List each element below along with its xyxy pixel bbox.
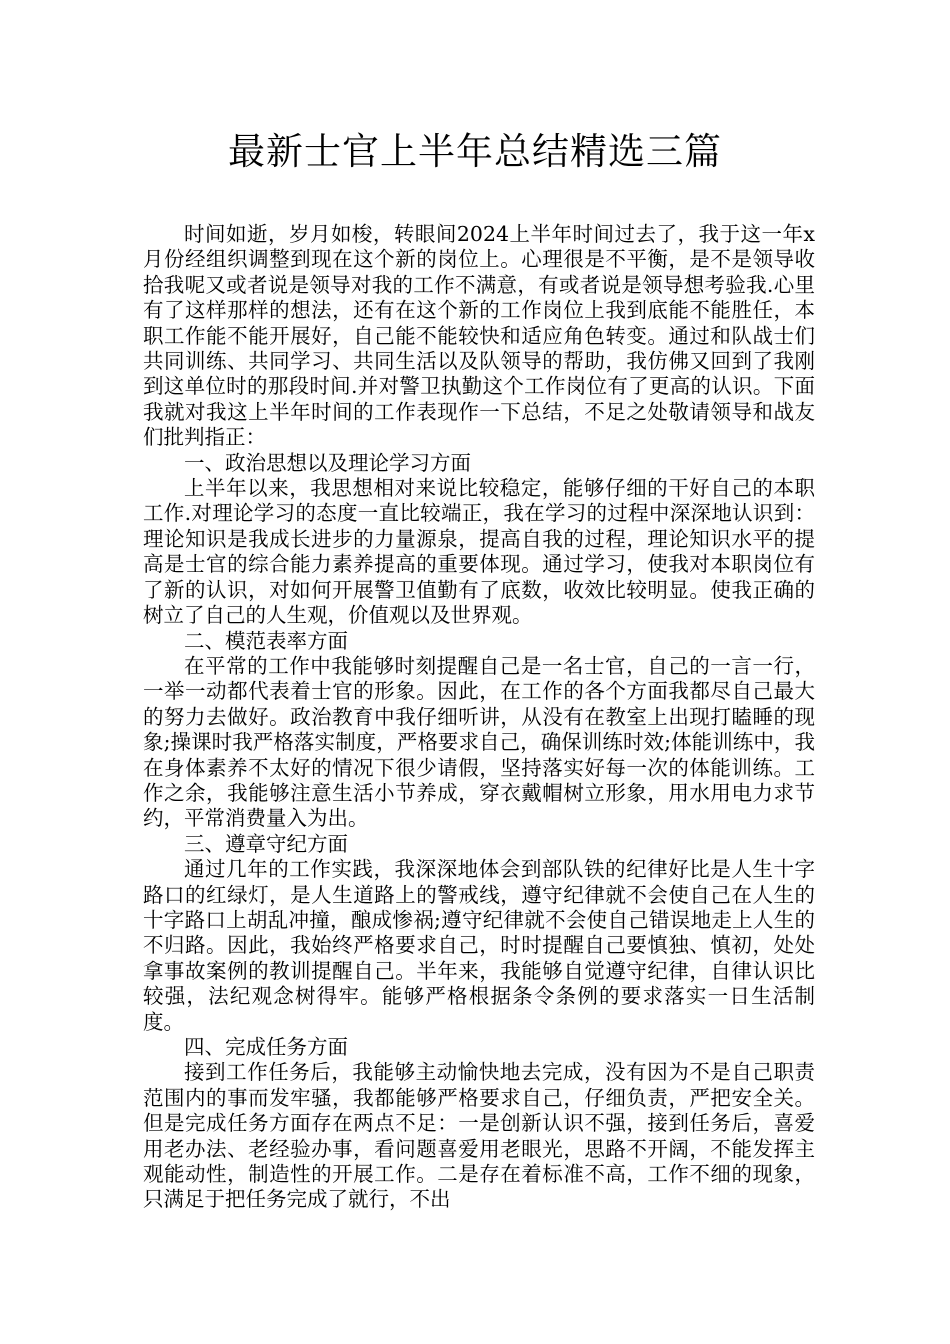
section-heading-role-model: 二、模范表率方面 <box>184 628 348 653</box>
paragraph-discipline: 通过几年的工作实践，我深深地体会到部队铁的纪律好比是人生十字路口的红绿灯，是人生道路上的警戒线，遵守纪律就不会使自己在人生的十字路口上胡乱冲撞，酿成惨祸;遵守纪律就不会使自己错误地走上人生的不归路。因此，我始终严格要求自己，时时提醒自己要慎独、慎初，处处拿事故案例的教训提醒自己。半年来，我能够自觉遵守纪律，自律认识比较强，法纪观念树得牢。能够严格根据条令条例的要求落实一日生活制度。 <box>143 857 815 1034</box>
paragraph-tasks: 接到工作任务后，我能够主动愉快地去完成，没有因为不是自己职责范围内的事而发牢骚，我都能够严格要求自己，仔细负责，严把安全关。但是完成任务方面存在两点不足：一是创新认识不强，接到任务后，喜爱用老办法、老经验办事，看问题喜爱用老眼光，思路不开阔，不能发挥主观能动性，制造性的开展工作。二是存在着标准不高，工作不细的现象，只满足于把任务完成了就行，不出 <box>143 1060 815 1212</box>
document-body <box>143 222 815 1213</box>
section-heading-tasks: 四、完成任务方面 <box>184 1035 348 1059</box>
paragraph-role-model: 在平常的工作中我能够时刻提醒自己是一名士官，自己的一言一行，一举一动都代表着士官的形象。因此，在工作的各个方面我都尽自己最大的努力去做好。政治教育中我仔细听讲，从没有在教室上出现打瞌睡的现象;操课时我严格落实制度，严格要求自己，确保训练时效;体能训练中，我在身体素养不太好的情况下很少请假，坚持落实好每一次的体能训练。工作之余，我能够注意生活小节养成，穿衣戴帽树立形象，用水用电力求节约，平常消费量入为出。 <box>143 653 815 831</box>
section-heading-discipline: 三、遵章守纪方面 <box>184 831 348 856</box>
paragraph-politics: 上半年以来，我思想相对来说比较稳定，能够仔细的干好自己的本职工作.对理论学习的态度一直比较端正，我在学习的过程中深深地认识到：理论知识是我成长进步的力量源泉，提高自我的过程，理论知识水平的提高是士官的综合能力素养提高的重要体现。通过学习，使我对本职岗位有了新的认识，对如何开展警卫值勤有了底数，收效比较明显。使我正确的树立了自己的人生观，价值观以及世界观。 <box>143 476 815 628</box>
section-heading-politics: 一、政治思想以及理论学习方面 <box>184 450 471 475</box>
page-title: 最新士官上半年总结精选三篇 <box>228 130 722 173</box>
paragraph-intro: 时间如逝，岁月如梭，转眼间2024上半年时间过去了，我于这一年x月份经组织调整到现在这个新的岗位上。心理很是不平衡，是不是领导收拾我呢又或者说是领导对我的工作不满意，有或者说是领导想考验我.心里有了这样那样的想法，还有在这个新的工作岗位上我到底能不能胜任，本职工作能不能开展好，自己能不能较快和适应角色转变。通过和队战士们共同训练、共同学习、共同生活以及队领导的帮助，我仿佛又回到了我刚到这单位时的那段时间.并对警卫执勤这个工作岗位有了更高的认识。下面我就对我这上半年时间的工作表现作一下总结，不足之处敬请领导和战友们批判指正： <box>143 222 815 450</box>
